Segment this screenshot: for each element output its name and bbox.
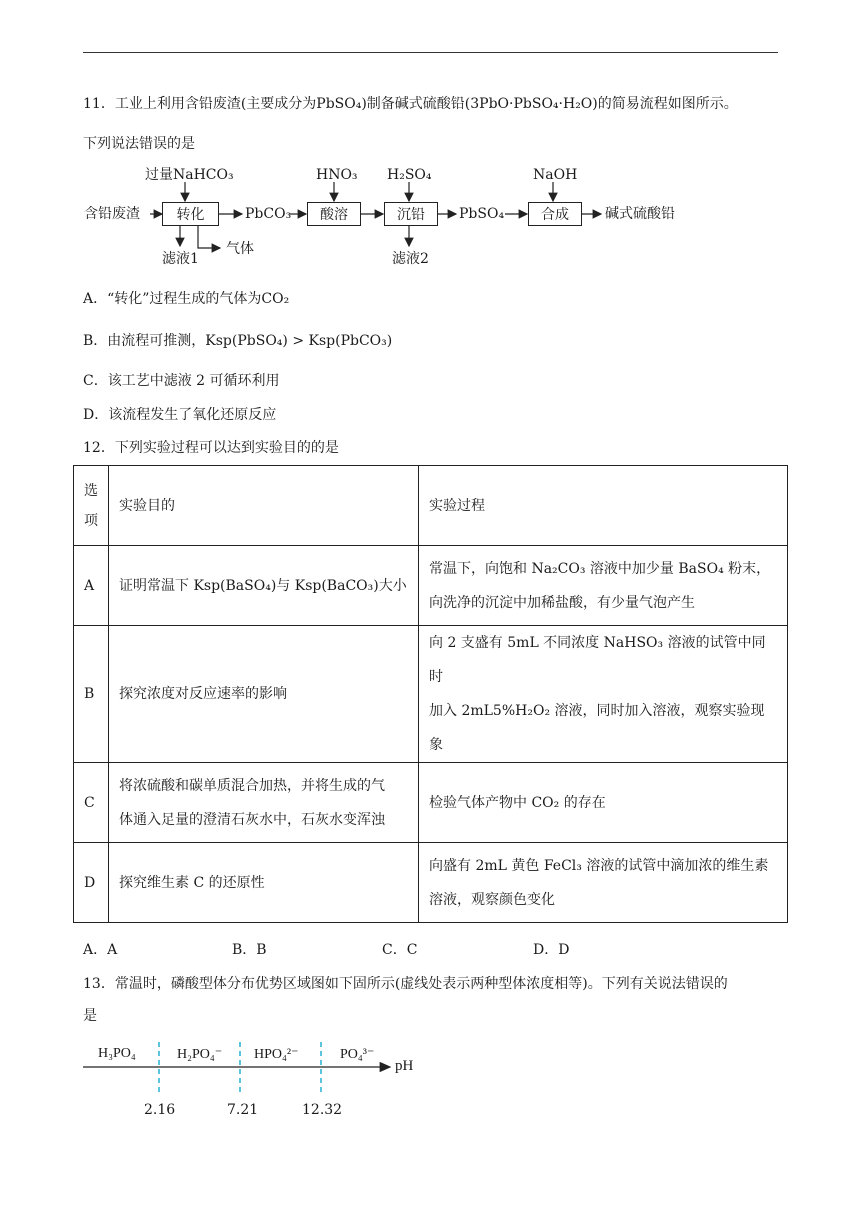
species-hpo4: HPO₄²⁻ [254,1047,299,1062]
header-option: 选项 [74,466,109,546]
header-process: 实验过程 [419,466,788,546]
ph-axis [0,1030,860,1100]
flow-pbso4: PbSO₄ [459,206,505,222]
flow-pbco3: PbCO₃ [245,206,292,222]
flow-reagent-nahco3: 过量NaHCO₃ [145,167,234,183]
row-b-process [419,626,788,763]
flow-end: 碱式硫酸铅 [605,206,675,222]
row-d-process-line: 向盛有 2mL 黄色 FeCl₃ 溶液的试管中滴加浓的维生素 [429,857,769,874]
flow-start: 含铅废渣 [84,206,140,222]
q11-option-b: B．由流程可推测，Ksp(PbSO₄) > Ksp(PbCO₃) [83,333,393,349]
ph-tick-3: 12.32 [302,1102,343,1118]
row-c-goal [109,763,419,843]
q12-stem: 12．下列实验过程可以达到实验目的的是 [83,440,339,456]
row-c-process: 检验气体产物中 CO₂ 的存在 [419,763,788,843]
q11-option-d: D．该流程发生了氧化还原反应 [83,407,277,423]
table-row [74,546,788,626]
q13-stem-line2: 是 [83,1008,97,1024]
flow-filtrate1: 滤液1 [162,251,199,267]
header-goal: 实验目的 [109,466,419,546]
table-row [74,843,788,923]
row-a-option: A [74,546,109,626]
q12-answer-b: B．B [232,942,267,958]
ph-tick-2: 7.21 [227,1102,259,1118]
row-b-process-line: 加入 2mL5%H₂O₂ 溶液，同时加入溶液，观察实验现 [429,703,765,719]
flow-reagent-h2so4: H₂SO₄ [387,167,432,183]
flow-step-acid: 酸溶 [307,202,361,226]
species-h3po4: H₃PO₄ [98,1046,136,1061]
row-a-process [419,546,788,626]
flow-step-precip: 沉铅 [384,202,438,226]
q12-answer-c: C．C [382,942,418,958]
row-b-goal: 探究浓度对反应速率的影响 [109,626,419,763]
row-b-process-line: 象 [429,737,443,753]
species-h2po4: H₂PO₄⁻ [177,1047,223,1062]
row-d-goal: 探究维生素 C 的还原性 [109,843,419,923]
q11-stem-line1: 11．工业上利用含铅废渣(主要成分为PbSO₄)制备碱式硫酸铅(3PbO·PbSO₄·H₂O)的简易流程如图所示。 [83,96,738,112]
q12-table [73,465,788,923]
row-c-goal-line: 将浓硫酸和碳单质混合加热，并将生成的气 [119,777,385,794]
row-a-goal: 证明常温下 Ksp(BaSO₄)与 Ksp(BaCO₃)大小 [109,546,419,626]
flow-step-conversion: 转化 [162,202,219,226]
row-c-goal-line: 体通入足量的澄清石灰水中，石灰水变浑浊 [119,811,385,828]
row-c-option: C [74,763,109,843]
flow-reagent-hno3: HNO₃ [316,167,358,183]
q11-option-c: C．该工艺中滤液 2 可循环利用 [83,373,280,389]
flow-reagent-naoh: NaOH [533,167,578,183]
ph-tick-1: 2.16 [144,1102,176,1118]
species-po4: PO₄³⁻ [340,1047,375,1062]
row-b-option: B [74,626,109,763]
row-a-process-line: 常温下，向饱和 Na₂CO₃ 溶液中加少量 BaSO₄ 粉末， [429,560,771,577]
row-b-process-line: 向 2 支盛有 5mL 不同浓度 NaHSO₃ 溶液的试管中同时 [429,635,766,685]
flow-filtrate2: 滤液2 [392,251,429,267]
q11-stem-line2: 下列说法错误的是 [83,136,195,152]
table-row [74,626,788,763]
table-row [74,763,788,843]
flow-arrows [0,0,860,280]
q12-answer-d: D．D [533,942,570,958]
row-d-process [419,843,788,923]
q13-stem-line1: 13．常温时，磷酸型体分布优势区域图如下固所示(虚线处表示两种型体浓度相等)。下列有关说法错误的 [83,976,728,992]
q12-answer-a: A．A [83,942,118,958]
row-a-process-line: 向洗净的沉淀中加稀盐酸，有少量气泡产生 [429,594,695,611]
row-d-process-line: 溶液，观察颜色变化 [429,891,555,908]
ph-axis-label: pH [395,1058,414,1074]
row-d-option: D [74,843,109,923]
flow-gas: 气体 [226,241,254,257]
flow-step-synthesis: 合成 [528,202,582,226]
q11-option-a: A．“转化”过程生成的气体为CO₂ [83,291,290,307]
table-header-row [74,466,788,546]
